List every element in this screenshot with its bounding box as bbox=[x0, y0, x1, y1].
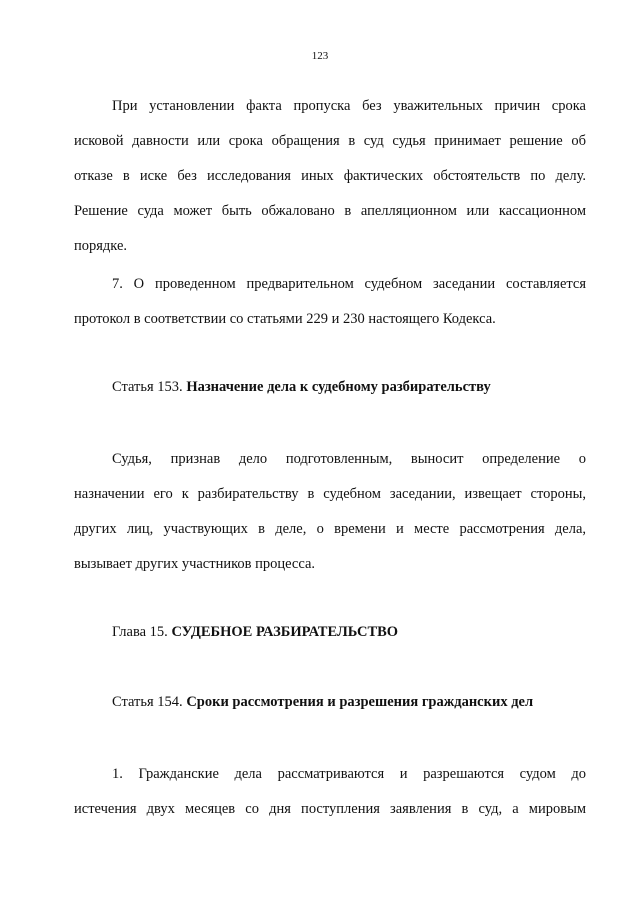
text-line: 1. Гражданские дела рассматриваются и разрешаются судом до bbox=[112, 766, 586, 782]
chapter-15-heading bbox=[112, 622, 398, 642]
text-line: порядке. bbox=[74, 238, 128, 254]
article-153-prefix: Статья 153. bbox=[112, 379, 187, 395]
text-line: При установлении факта пропуска без уважительных причин срока bbox=[112, 98, 586, 114]
chapter-15-prefix: Глава 15. bbox=[112, 624, 172, 640]
article-154-title: Сроки рассмотрения и разрешения гражданских дел bbox=[186, 694, 534, 710]
article-154-prefix: Статья 154. bbox=[112, 694, 187, 710]
text-line: вызывает других участников процесса. bbox=[74, 556, 316, 572]
article-154-heading bbox=[112, 692, 533, 712]
paragraph-case-scheduling bbox=[74, 442, 586, 582]
text-line: 7. О проведенном предварительном судебном заседании составляется bbox=[112, 276, 586, 292]
text-line: других лиц, участвующих в деле, о времени и месте рассмотрения дела, bbox=[74, 521, 586, 537]
paragraph-limitation-period bbox=[74, 89, 586, 264]
text-line: Решение суда может быть обжаловано в апелляционном или кассационном bbox=[74, 203, 586, 219]
text-line: протокол в соответствии со статьями 229 и 230 настоящего Кодекса. bbox=[74, 311, 496, 327]
text-line: исковой давности или срока обращения в суд судья принимает решение об bbox=[74, 133, 586, 149]
text-line: назначении его к разбирательству в судебном заседании, извещает стороны, bbox=[74, 486, 586, 502]
text-line: Судья, признав дело подготовленным, выносит определение о bbox=[112, 451, 586, 467]
text-line: отказе в иске без исследования иных фактических обстоятельств по делу. bbox=[74, 168, 586, 184]
article-153-heading bbox=[112, 377, 491, 397]
article-153-title: Назначение дела к судебному разбирательству bbox=[186, 379, 491, 395]
text-line: истечения двух месяцев со дня поступления заявления в суд, а мировым bbox=[74, 801, 586, 817]
paragraph-protocol bbox=[74, 267, 586, 337]
chapter-15-title: СУДЕБНОЕ РАЗБИРАТЕЛЬСТВО bbox=[171, 624, 399, 640]
page-number: 123 bbox=[311, 50, 329, 62]
paragraph-civil-case-terms bbox=[74, 757, 586, 827]
